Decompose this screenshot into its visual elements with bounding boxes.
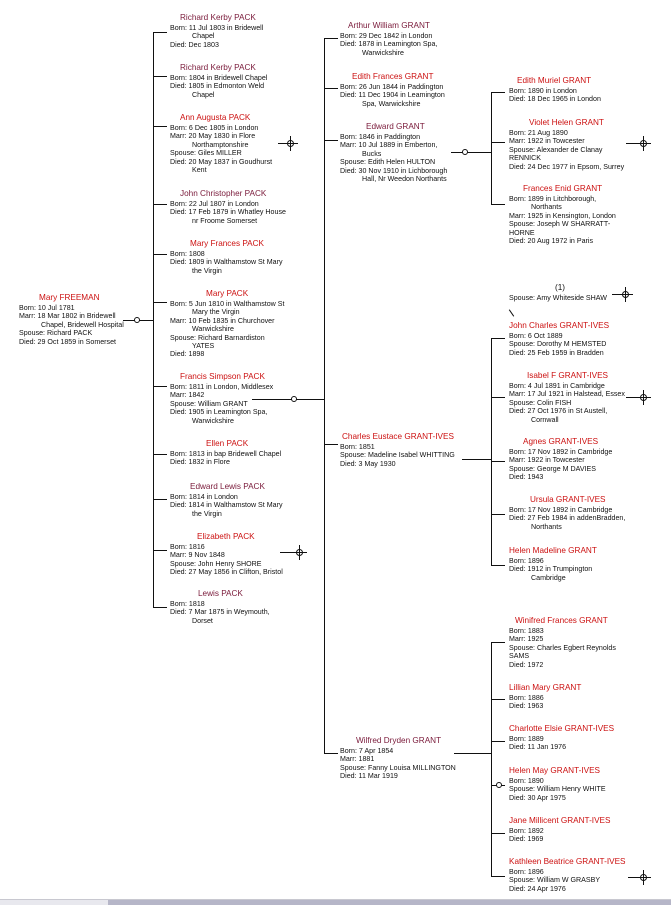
person-name: Wilfred Dryden GRANT [356,736,442,745]
person-child[interactable]: Ann Augusta PACK Born: 6 Dec 1805 in London Marr: 20 May 1830 in Flore Northamptonshire Spouse: Giles MILLER Died: 20 May 1837 in Goudhurst Kent [170,113,273,175]
person-great-grandchild[interactable]: Lillian Mary GRANT Born: 1886 Died: 1963 [509,683,582,711]
connector-line [153,32,154,607]
connector-line [252,399,324,400]
person-name: Ellen PACK [206,439,249,448]
connector-line [491,876,505,877]
marriage-number: (1) [555,283,566,292]
marriage-arrow-icon [509,309,514,316]
person-grandchild[interactable]: Wilfred Dryden GRANT Born: 7 Apr 1854 Marr: 1881 Spouse: Fanny Louisa MILLINGTON Died: 11 Mar 1919 [340,736,456,781]
connector-line [491,92,505,93]
scrollbar-thumb[interactable] [108,900,671,905]
connector-line [324,38,338,39]
person-great-grandchild[interactable]: Helen May GRANT-IVES Born: 1890 Spouse: William Henry WHITE Died: 30 Apr 1975 [509,766,606,802]
person-name: Helen May GRANT-IVES [509,766,600,775]
connector-line [324,444,338,445]
expand-descendants-icon[interactable] [640,140,647,147]
connector-line [491,338,505,339]
connector-line [451,152,491,153]
connector-line [491,514,505,515]
person-name: John Charles GRANT-IVES [509,321,610,330]
connector-line [491,699,505,700]
person-name: Ursula GRANT-IVES [530,495,606,504]
person-child[interactable]: Francis Simpson PACK Born: 1811 in London, Middlesex Marr: 1842 Spouse: William GRANT Died: 1905 in Leamington Spa, Warwickshire [170,372,274,425]
expand-descendants-icon[interactable] [296,549,303,556]
person-grandchild[interactable]: Charles Eustace GRANT-IVES Born: 1851 Spouse: Madeline Isabel WHITTING Died: 3 May 1930 [340,432,455,468]
person-child[interactable]: John Christopher PACK Born: 22 Jul 1807 in London Died: 17 Feb 1879 in Whatley House nr Froome Somerset [170,189,286,225]
person-name: Violet Helen GRANT [529,118,604,127]
person-name: Richard Kerby PACK [180,13,256,22]
connector-line [153,386,167,387]
connector-line [491,642,505,643]
person-great-grandchild[interactable]: Frances Enid GRANT Born: 1899 in Litchborough, Northants Marr: 1925 in Kensington, London Spouse: Joseph W SHARRATT- HORNE Died: 20 Aug 1972 in Paris [509,184,616,246]
person-great-grandchild[interactable]: Ursula GRANT-IVES Born: 17 Nov 1892 in Cambridge Died: 27 Feb 1984 in addenBradden, Northants [509,495,626,531]
person-name: Mary PACK [206,289,249,298]
person-name: Helen Madeline GRANT [509,546,597,555]
connector-line [491,461,505,462]
expand-descendants-icon[interactable] [640,394,647,401]
person-child[interactable]: Mary PACK Born: 5 Jun 1810 in Walthamstow St Mary the Virgin Marr: 10 Feb 1835 in Churchover Warwickshire Spouse: Richard Barnardiston YATES Died: 1898 [170,289,285,359]
connector-line [153,126,167,127]
person-name: Edward GRANT [366,122,425,131]
person-great-grandchild[interactable]: Violet Helen GRANT Born: 21 Aug 1890 Marr: 1922 in Towcester Spouse: Alexander de Clanay RENNICK Died: 24 Dec 1977 in Epsom, Surrey [509,118,625,171]
person-name: Lillian Mary GRANT [509,683,582,692]
person-child[interactable]: Richard Kerby PACK Born: 1804 in Bridewell Chapel Died: 1805 in Edmonton Weld Chapel [170,63,268,99]
connector-line [462,459,491,460]
connector-line [491,92,492,204]
person-name: Isabel F GRANT-IVES [527,371,608,380]
person-great-grandchild[interactable]: Edith Muriel GRANT Born: 1890 in London Died: 18 Dec 1965 in London [509,76,601,104]
connector-line [491,338,492,565]
connector-line [454,753,491,754]
person-name: Mary Frances PACK [190,239,265,248]
person-grandchild[interactable]: Edith Frances GRANT Born: 26 Jun 1844 in Paddington Died: 11 Dec 1904 in Leamington Spa, Warwickshire [340,72,445,108]
person-grandchild[interactable]: Edward GRANT Born: 1846 in Paddington Marr: 10 Jul 1889 in Emberton, Bucks Spouse: Edith Helen HULTON Died: 30 Nov 1910 in Lichborough Hall, Nr Weedon Northants [340,122,448,184]
marriage-node[interactable] [462,149,468,155]
person-child[interactable]: Ellen PACK Born: 1813 in bap Bridewell Chapel Died: 1832 in Flore [170,439,282,467]
person-child[interactable]: Lewis PACK Born: 1818 Died: 7 Mar 1875 in Weymouth, Dorset [170,589,270,625]
person-child[interactable]: Mary Frances PACK Born: 1808 Died: 1809 in Walthamstow St Mary the Virgin [170,239,283,275]
person-name: Richard Kerby PACK [180,63,256,72]
marriage-node[interactable] [291,396,297,402]
connector-line [491,642,492,876]
connector-line [153,32,167,33]
connector-line [153,499,167,500]
connector-line [153,254,167,255]
connector-line [153,204,167,205]
person-name: Lewis PACK [198,589,243,598]
connector-line [153,302,167,303]
person-great-grandchild[interactable]: Jane Millicent GRANT-IVES Born: 1892 Died: 1969 [509,816,611,844]
person-great-grandchild[interactable]: Charlotte Elsie GRANT-IVES Born: 1889 Died: 11 Jan 1976 [509,724,615,752]
person-great-grandchild[interactable]: Winifred Frances GRANT Born: 1883 Marr: 1925 Spouse: Charles Egbert Reynolds SAMS Died: 1972 [509,616,616,669]
person-name: Edith Frances GRANT [352,72,434,81]
person-great-grandchild[interactable]: John Charles GRANT-IVES Born: 6 Oct 1889 Spouse: Dorothy M HEMSTED Died: 25 Feb 1959 in Bradden [509,321,610,357]
expand-descendants-icon[interactable] [287,140,294,147]
person-name: Jane Millicent GRANT-IVES [509,816,611,825]
connector-line [491,204,505,205]
person-great-grandchild[interactable]: Isabel F GRANT-IVES Born: 4 Jul 1891 in Cambridge Marr: 17 Jul 1921 in Halstead, Essex Spouse: Colin FISH Died: 27 Oct 1976 in St Austell, Cornwall [509,371,625,424]
expand-descendants-icon[interactable] [640,874,647,881]
person-name: Winifred Frances GRANT [515,616,608,625]
connector-line [153,550,167,551]
person-name: Mary FREEMAN [39,293,100,302]
person-name: Edith Muriel GRANT [517,76,592,85]
connector-line [491,741,505,742]
connector-line [153,76,167,77]
person-name: Frances Enid GRANT [523,184,603,193]
connector-line [153,454,167,455]
connector-line [324,140,338,141]
person-name: Agnes GRANT-IVES [523,437,599,446]
person-grandchild[interactable]: Arthur William GRANT Born: 29 Dec 1842 in London Died: 1878 in Leamington Spa, Warwickshire [340,21,438,57]
person-name: Charlotte Elsie GRANT-IVES [509,724,615,733]
connector-line [491,833,505,834]
connector-line [153,607,167,608]
person-child[interactable]: Edward Lewis PACK Born: 1814 in London Died: 1814 in Walthamstow St Mary the Virgin [170,482,283,518]
connector-line [491,142,505,143]
connector-line [324,753,338,754]
person-name: Edward Lewis PACK [190,482,265,491]
connector-line [324,38,325,753]
connector-line [491,565,505,566]
person-great-grandchild[interactable]: Helen Madeline GRANT Born: 1896 Died: 1912 in Trumpington Cambridge [509,546,597,582]
marriage-node[interactable] [496,782,502,788]
person-child[interactable]: Richard Kerby PACK Born: 11 Jul 1803 in Bridewell Chapel Died: Dec 1803 [170,13,264,49]
person-name: Ann Augusta PACK [180,113,251,122]
marriage-node[interactable] [134,317,140,323]
person-name: Elizabeth PACK [197,532,255,541]
person-root[interactable]: Mary FREEMAN Born: 10 Jul 1781 Marr: 18 Mar 1802 in Bridewell Chapel, Bridewell Hospital Spouse: Richard PACK Died: 29 Oct 1859 in Somerset [19,293,124,346]
marriage-info[interactable] [509,282,607,302]
person-name: Charles Eustace GRANT-IVES [342,432,454,441]
expand-descendants-icon[interactable] [622,291,629,298]
person-name: Arthur William GRANT [348,21,430,30]
connector-line [491,397,505,398]
person-name: Francis Simpson PACK [180,372,265,381]
horizontal-scrollbar[interactable] [0,899,671,905]
person-name: John Christopher PACK [180,189,267,198]
person-great-grandchild[interactable]: Agnes GRANT-IVES Born: 17 Nov 1892 in Cambridge Marr: 1922 in Towcester Spouse: George M DAVIES Died: 1943 [509,437,613,482]
person-name: Kathleen Beatrice GRANT-IVES [509,857,626,866]
person-child[interactable]: Elizabeth PACK Born: 1816 Marr: 9 Nov 1848 Spouse: John Henry SHORE Died: 27 May 1856 in Clifton, Bristol [170,532,283,577]
person-great-grandchild[interactable]: Kathleen Beatrice GRANT-IVES Born: 1896 Spouse: William W GRASBY Died: 24 Apr 1976 [509,857,626,893]
marriage-spouse: Spouse: Amy Whiteside SHAW [509,294,607,302]
connector-line [324,88,338,89]
